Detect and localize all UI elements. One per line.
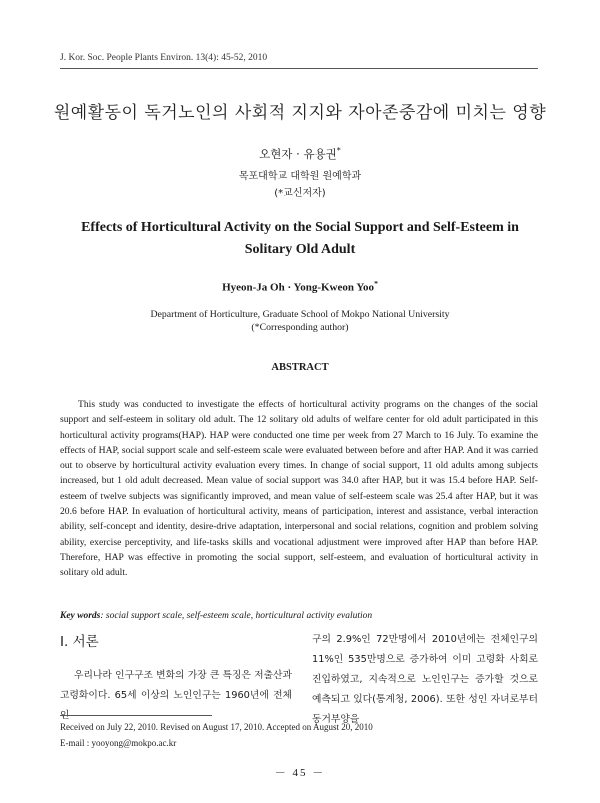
keywords-text: : social support scale, self-esteem scale, horticultural activity evalution — [100, 611, 373, 621]
korean-author-names: 오현자 · 유용권 — [259, 147, 337, 161]
footnote-received: Received on July 22, 2010. Revised on August 17, 2010. Accepted on August 20, 2010 — [60, 722, 373, 732]
header-rule — [60, 68, 538, 69]
korean-authors — [40, 146, 560, 162]
korean-corresponding: (*교신저자) — [274, 188, 326, 199]
english-author-names: Hyeon-Ja Oh · Yong-Kweon Yoo — [222, 281, 375, 294]
abstract-heading: ABSTRACT — [271, 362, 329, 373]
intro-left-column: 우리나라 인구구조 변화의 가장 큰 특징은 저출산과 고령화이다. 65세 이상의 노인인구는 1960년에 전체 — [60, 670, 292, 701]
english-corresponding: (*Corresponding author) — [251, 322, 349, 333]
intro-right-column: 구의 2.9%인 72만명에서 2010년에는 전체인구의 11%인 535만명으로 증가하여 이미 고령화 사회로 진입하였고, 지속적으로 노인인구는 증가할 것으로 예측되고 있다(통계청, 2006). 또한 성인 자녀로부터 동거부양을 — [312, 634, 538, 725]
korean-author-mark: * — [336, 146, 341, 156]
keywords — [60, 611, 538, 621]
english-author-mark: * — [374, 279, 378, 288]
korean-title: 원예활동이 독거노인의 사회적 지지와 자아존중감에 미치는 영향 — [53, 103, 547, 123]
footnote-rule — [60, 715, 212, 716]
english-title — [40, 217, 560, 261]
journal-citation: J. Kor. Soc. People Plants Environ. 13(4): 45-52, 2010 — [60, 53, 268, 63]
english-title-line1: Effects of Horticultural Activity on the Social Support and Self-Esteem in — [81, 220, 519, 235]
abstract-body: This study was conducted to investigate the effects of horticultural activity programs on the changes of the social support and self-esteem in solitary old adult. The 12 solitary old adults of welfare center for old adult participated in this horticultural activity programs(HAP). HAP were conducted one time per week from 27 March to 16 July. To examine the effects of HAP, social support scale and self-esteem scale were evaluated between before and after HAP. And it was carried out to observe by horticultural activity evaluation every times. In change of social support, 11 old adults among subjects increased, but 1 old adult decreased. Mean value of social support was 34.0 after HAP, but it was 15.4 before HAP. Self-esteem of twelve subjects was significantly improved, and mean value of self-esteem scale was 25.4 after HAP, but it was 20.6 before HAP. In evaluation of horticultural activity, means of participation, interest and assistance, verbal interaction ability, self-concept and identity, desire-drive adaptation, interpersonal and social relations, cognition and problem solving ability, exercise perceptivity, and life-tasks skills and vocational adjustment were improved after HAP than before HAP. Therefore, HAP was effective in promoting the social support, self-esteem, and evaluation of horticultural activity in solitary old adult. — [60, 399, 538, 579]
korean-affiliation: 목포대학교 대학원 원예학과 — [238, 171, 362, 182]
page-number: － 45 － — [274, 767, 326, 779]
section-heading-introduction: Ⅰ. 서론 — [60, 634, 99, 650]
english-authors — [40, 279, 560, 294]
keywords-label: Key words — [60, 611, 101, 621]
english-affiliation: Department of Horticulture, Graduate School of Mokpo National University — [150, 309, 450, 320]
footnote-email: E-mail : yooyong@mokpo.ac.kr — [60, 738, 177, 748]
english-title-line2: Solitary Old Adult — [244, 242, 356, 257]
